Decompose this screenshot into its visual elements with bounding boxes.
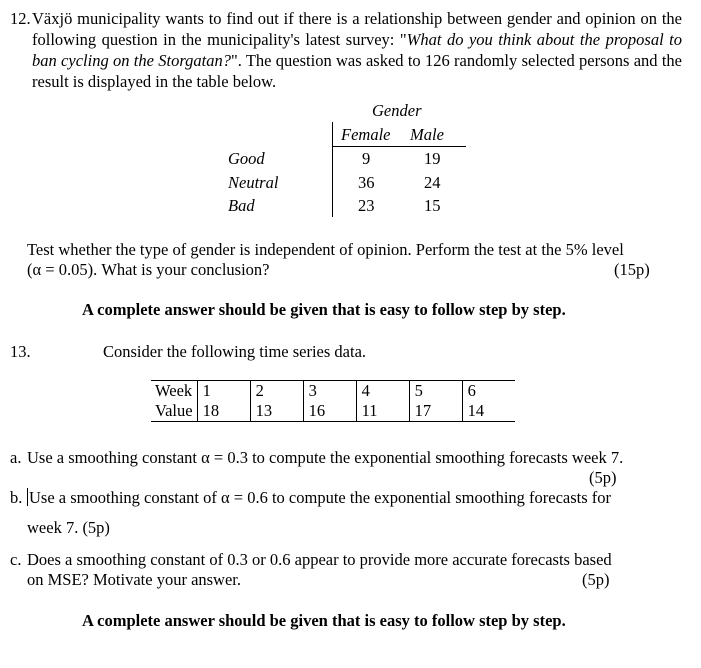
part-b-label: b.	[10, 488, 23, 507]
week-cell: 4	[356, 381, 409, 402]
task-text: Test whether the type of gender is independent of opinion. Perform the test at the 5% level	[27, 240, 624, 259]
question-number: 13.	[10, 342, 31, 361]
part-c-points: (5p)	[582, 570, 610, 589]
value-cell: 18	[197, 401, 250, 422]
part-c-text: Does a smoothing constant of 0.3 or 0.6 appear to provide more accurate forecasts based	[27, 550, 612, 569]
part-c-label: c.	[10, 550, 22, 569]
value-cell: 14	[462, 401, 515, 422]
part-b-text: Use a smoothing constant of α = 0.6 to compute the exponential smoothing forecasts for	[29, 488, 612, 507]
week-label: Week	[151, 381, 197, 402]
column-female: Female	[341, 125, 391, 144]
week-cell: 2	[250, 381, 303, 402]
week-cell: 3	[303, 381, 356, 402]
part-a-points: (5p)	[589, 468, 617, 487]
task-text-2: (α = 0.05). What is your conclusion?	[27, 260, 270, 279]
value-cell: 11	[356, 401, 409, 422]
week-cell: 1	[197, 381, 250, 402]
question-13-intro: Consider the following time series data.	[103, 342, 367, 361]
table-cell: 36	[358, 173, 375, 192]
complete-answer-note: A complete answer should be given that is easy to follow step by step.	[82, 611, 566, 630]
survey-question: What do you think about the proposal to ban cycling on the Storgatan?	[32, 30, 682, 70]
complete-answer-note: A complete answer should be given that is easy to follow step by step.	[82, 300, 566, 319]
question-number: 12.	[10, 9, 31, 28]
row-label: Bad	[228, 196, 255, 215]
table-cell: 9	[362, 149, 371, 168]
part-a-text: Use a smoothing constant α = 0.3 to compute the exponential smoothing forecasts week 7.	[27, 448, 624, 467]
intro-text-end: ". The question was asked to 126 randomly selected persons and the result is displayed in the table below.	[32, 51, 682, 91]
week-cell: 6	[462, 381, 515, 402]
intro-text: Växjö municipality wants to find out if there is a relationship between gender and opinion on the following question in the municipality's latest survey: "	[32, 9, 682, 49]
value-cell: 13	[250, 401, 303, 422]
part-c-text-2: on MSE? Motivate your answer.	[27, 570, 242, 589]
row-label: Good	[228, 149, 265, 168]
points: (15p)	[614, 260, 650, 279]
week-cell: 5	[409, 381, 462, 402]
table-cell: 15	[424, 196, 441, 215]
part-a-label: a.	[10, 448, 22, 467]
value-cell: 17	[409, 401, 462, 422]
table-cell: 24	[424, 173, 441, 192]
value-cell: 16	[303, 401, 356, 422]
text-cursor	[27, 488, 28, 506]
part-b-text-2: week 7. (5p)	[27, 518, 110, 537]
table-cell: 19	[424, 149, 441, 168]
time-series-table	[151, 380, 515, 422]
question-12	[10, 8, 682, 92]
question-12-text	[32, 8, 682, 92]
value-label: Value	[151, 401, 197, 422]
column-male: Male	[410, 125, 444, 144]
header-divider	[332, 146, 466, 147]
table-cell: 23	[358, 196, 375, 215]
row-label: Neutral	[228, 173, 279, 192]
label-divider	[332, 122, 333, 217]
table-title: Gender	[372, 101, 422, 120]
